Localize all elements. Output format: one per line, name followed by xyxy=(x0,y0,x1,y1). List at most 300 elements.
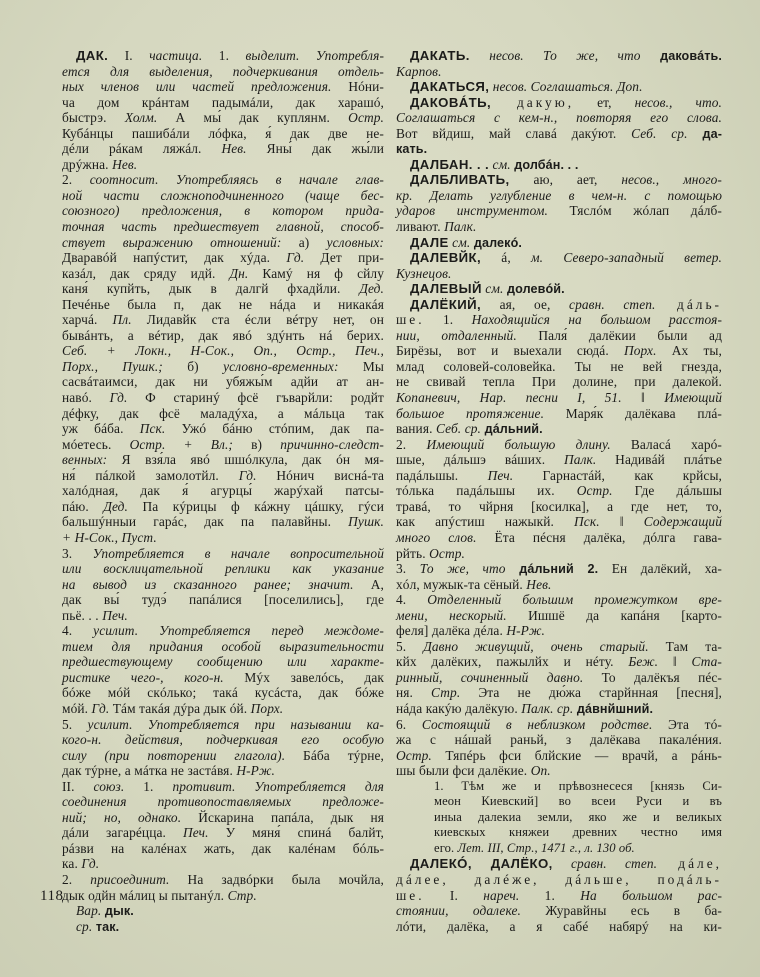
text-run: Себ. ср. xyxy=(435,421,481,437)
text-line xyxy=(62,390,384,406)
text-run: Кузнецов. xyxy=(396,265,452,281)
text-line xyxy=(62,297,384,313)
text-run: дрýжна. xyxy=(62,156,113,172)
text-run: лóти, далёка, а я сабé набярý на ки- xyxy=(396,918,722,934)
text-run: Там та- xyxy=(648,638,722,654)
text-line xyxy=(62,577,384,593)
text-line xyxy=(396,188,722,204)
text-run: Оп. xyxy=(530,763,551,779)
text-run: Палк. xyxy=(444,219,477,235)
text-run: Порх. xyxy=(250,700,284,716)
text-run: дáли загарéцца. xyxy=(62,825,183,841)
text-run: его. xyxy=(434,840,458,855)
text-run: Остр. xyxy=(576,483,613,499)
text-line xyxy=(396,468,722,484)
text-run: Яны́ дак жы́ли xyxy=(246,141,385,157)
text-run: нареч. xyxy=(483,887,520,903)
text-run: То же, что xyxy=(419,561,506,577)
text-run: вания. xyxy=(396,421,436,437)
text-line xyxy=(62,110,384,126)
text-run: кйх далёких, пажылйх и нéту. xyxy=(396,654,629,670)
text-line xyxy=(396,157,722,173)
text-line xyxy=(396,903,722,919)
text-run: II. xyxy=(62,778,94,794)
text-run: шые, дáльшэ вáших. xyxy=(396,452,565,468)
text-line xyxy=(62,919,384,935)
text-run: á, xyxy=(481,250,532,266)
text-line xyxy=(396,250,722,266)
headword: ДАЛЕВЙК, xyxy=(410,250,482,266)
text-run: точная часть предшествует главной, способ- xyxy=(62,219,384,235)
text-line xyxy=(62,903,384,919)
text-line xyxy=(396,841,722,857)
text-line xyxy=(62,810,384,826)
text-run: Паля́ далёкии были ад xyxy=(516,327,722,343)
text-line xyxy=(396,779,722,795)
headword: ДАЛЁКИЙ, xyxy=(410,296,482,312)
text-line xyxy=(396,452,722,468)
text-run: сравн. степ. xyxy=(552,856,658,872)
text-run: дáльний 2. xyxy=(505,562,599,577)
text-run: мени, нескорый. xyxy=(396,607,507,623)
text-line xyxy=(62,888,384,904)
text-run: нáда какýю далёкую. xyxy=(396,700,522,716)
text-run: ше. xyxy=(396,887,425,903)
text-run: союзного) предложения, в котором прида- xyxy=(62,203,384,219)
text-run: присоединит. xyxy=(90,871,170,887)
text-run: сасвáтаимси, дак ни убяжы́м адйи ат ан- xyxy=(62,374,384,390)
text-line xyxy=(396,577,722,593)
text-line xyxy=(396,110,722,126)
text-run: Гд. xyxy=(81,856,100,872)
text-run: в) xyxy=(232,436,281,452)
text-run: пьё. . . xyxy=(62,607,103,623)
text-run: Гарнастáй, как крйсы, xyxy=(513,467,722,483)
text-line xyxy=(396,95,722,111)
text-run: Дед. xyxy=(359,281,384,297)
text-line xyxy=(396,623,722,639)
text-run: далекó. xyxy=(470,235,522,250)
text-run: Гд. xyxy=(109,390,128,406)
text-run: Надивáй плáтье xyxy=(596,452,722,468)
text-line xyxy=(396,79,722,95)
text-run: дык одйн мáлиц ы пытанýл. xyxy=(62,887,228,903)
text-run: Мы xyxy=(338,358,385,374)
text-run: Карпов. xyxy=(396,63,442,79)
text-run: см. xyxy=(448,234,471,250)
text-line xyxy=(396,856,722,872)
text-run: иныа далекиа земли, яко же и великых xyxy=(434,809,722,824)
text-line xyxy=(396,172,722,188)
text-run: навó. xyxy=(62,390,110,406)
text-line xyxy=(62,499,384,515)
text-run: венных: xyxy=(62,452,108,468)
text-run: на вывод из сказанного ранее; значит. xyxy=(62,576,354,592)
text-run: противит. Употребляется для xyxy=(172,778,385,794)
text-run: дык. xyxy=(101,904,134,919)
text-line xyxy=(396,390,722,406)
text-run: Стр. xyxy=(431,685,461,701)
text-run: даковáть. xyxy=(640,49,722,63)
text-run: Пушк. xyxy=(348,514,384,530)
text-run: ня́ пáлкой замолотйл. xyxy=(62,467,239,483)
text-run: Гд. xyxy=(238,467,257,483)
text-line xyxy=(396,437,722,453)
text-run: дéли рáкам ляжáл. xyxy=(62,141,222,157)
text-line xyxy=(396,717,722,733)
text-run: несов. То же, что xyxy=(469,48,641,63)
text-line xyxy=(396,592,722,608)
text-line xyxy=(396,530,722,546)
text-run: ринный, сочиненный давно. xyxy=(396,669,584,685)
text-run: тием для придания особой выразительности xyxy=(62,638,384,654)
text-line xyxy=(396,546,722,562)
text-line xyxy=(396,266,722,282)
text-run: Печ. xyxy=(182,825,209,841)
text-line xyxy=(396,281,722,297)
text-run: ‖ xyxy=(599,514,644,530)
text-line xyxy=(62,654,384,670)
text-line xyxy=(396,608,722,624)
text-run: 2. xyxy=(396,436,427,452)
text-line xyxy=(62,623,384,639)
text-run: несов. Соглашаться. Доп. xyxy=(489,79,643,95)
text-line xyxy=(396,328,722,344)
text-line xyxy=(396,872,722,888)
text-run: силу (при повторении глагола). xyxy=(62,747,286,763)
text-run: стоянии, одалеке. xyxy=(396,903,521,919)
text-run: Нев. xyxy=(112,156,138,172)
text-run: киевскых княжеи древних честно имя xyxy=(434,825,722,840)
text-line xyxy=(396,919,722,935)
text-run: Гд. xyxy=(286,250,305,266)
text-run: А мы́ дак куплянм. xyxy=(157,110,349,126)
text-line xyxy=(62,794,384,810)
text-line xyxy=(62,546,384,562)
text-run: дéфку, дак фсё маладýха, а мáльца так xyxy=(62,405,384,421)
text-run: каня́ купйть, дык в далгй фхадйли. xyxy=(62,281,360,297)
text-run: Порх., Пушк.; xyxy=(62,358,163,374)
text-run: ня. xyxy=(396,685,432,701)
text-line xyxy=(62,95,384,111)
text-run: да- xyxy=(687,126,722,141)
text-run: Ен далёкий, ха- xyxy=(598,561,722,577)
text-run: Пл. xyxy=(112,312,132,328)
text-run: дáльний. xyxy=(481,422,543,437)
text-run: предшествующему сообщению или характе- xyxy=(62,654,384,670)
text-run: Остр. + Вл.; xyxy=(129,436,233,452)
text-run: меон Киевский] во всеи Руси и въ xyxy=(434,794,722,809)
text-run: Отделенный большим промежутком вре- xyxy=(427,592,722,608)
text-run: шы были фси далёкие. xyxy=(396,763,531,779)
text-run: Н-Рж. xyxy=(236,763,275,779)
text-run: 3. xyxy=(62,545,93,561)
text-run: ется для выделения, подчеркивания отдель- xyxy=(62,63,384,79)
text-run: Ах ты, xyxy=(656,343,722,359)
left-column xyxy=(62,48,384,934)
text-line xyxy=(62,825,384,841)
text-run: Ф старинý фсё гъварйли: родйт xyxy=(127,390,384,406)
text-run: условных: xyxy=(326,234,384,250)
text-run: Содержащий xyxy=(643,514,722,530)
text-run: Копаневич, Нар. песни I, 51. xyxy=(396,390,622,406)
text-run: Па кýрицы ф кáжну цáшку, гýси xyxy=(127,498,384,514)
text-run: Дваравóй напýстит, дак хýда. xyxy=(62,250,287,266)
text-run: + Н-Сок., Пуст. xyxy=(62,529,157,545)
text-run: пáю. xyxy=(62,498,104,514)
text-run: Соглашаться с кем-н., повторяя его слова. xyxy=(396,110,722,126)
text-line xyxy=(62,250,384,266)
text-run: Пск. xyxy=(139,421,166,437)
text-run: 2. xyxy=(62,871,91,887)
text-run: То далёкъя пéс- xyxy=(583,669,722,685)
text-run: бальшýнныи гарáс, дак па палавйны. xyxy=(62,514,349,530)
text-run: сравн. степ. xyxy=(569,296,656,312)
text-line xyxy=(62,79,384,95)
text-line xyxy=(396,670,722,686)
text-run: м. Северо-западный ветер. xyxy=(531,250,723,266)
headword: ДАЛЕКÓ, ДАЛЁКО, xyxy=(410,856,553,872)
text-line xyxy=(62,763,384,779)
text-run: Бáба тýрне, xyxy=(285,747,384,763)
text-run: млад соловей-соловейка. Ты не вей гнезда, xyxy=(396,358,722,374)
text-line xyxy=(62,514,384,530)
text-run: 1. xyxy=(124,778,173,794)
text-line xyxy=(62,235,384,251)
text-run: ристике чего-, кого-н. xyxy=(62,669,224,685)
text-line xyxy=(396,406,722,422)
text-run: бывáнть, а вéтир, дак явó здýнть нá берих. xyxy=(62,327,384,343)
text-run: а) xyxy=(281,234,327,250)
text-line xyxy=(396,235,722,251)
text-run: усилит. Употребляется перед междоме- xyxy=(93,623,384,639)
text-run: союз. xyxy=(93,778,125,794)
text-run: мóй. xyxy=(62,700,92,716)
text-run: Печ. xyxy=(487,467,514,483)
text-run: соотносит. Употребляясь в начале глав- xyxy=(89,172,384,188)
text-line xyxy=(396,748,722,764)
text-run: или восклицательной реплики как указание xyxy=(62,561,384,577)
text-run: Дн. xyxy=(229,265,249,281)
text-run: ше. xyxy=(396,312,425,328)
text-line xyxy=(62,312,384,328)
text-line xyxy=(396,126,722,142)
text-run: 4. xyxy=(396,592,428,608)
text-run: Печéнье была п, дак не нáда и никакáя xyxy=(62,296,384,312)
text-run: Порх. xyxy=(623,343,657,359)
text-run: долевóй. xyxy=(503,282,565,297)
text-line xyxy=(396,639,722,655)
text-run: У мяня́ спинá балйт, xyxy=(208,825,384,841)
text-line xyxy=(62,437,384,453)
text-run: причинно-следст- xyxy=(280,436,384,452)
text-line xyxy=(62,841,384,857)
text-line xyxy=(62,592,384,608)
text-line xyxy=(62,343,384,359)
text-run: Вар. xyxy=(76,903,102,919)
text-run: I. xyxy=(424,887,484,903)
text-line xyxy=(396,374,722,390)
text-run: ной части сложноподчиненного (чаще бес- xyxy=(62,187,384,203)
text-run: дáлее, далéже, дáльше, подáль- xyxy=(396,871,722,887)
text-run: Ста- xyxy=(691,654,722,670)
text-run: кр. Делать углубление в чем-н. с помощью xyxy=(396,187,722,203)
text-run: Тáм такáя дýра дык óй. xyxy=(109,700,251,716)
text-run: харчá. xyxy=(62,312,113,328)
text-run: дáле, xyxy=(657,856,723,872)
text-line xyxy=(62,670,384,686)
text-run: казáл, дак сряду идй. xyxy=(62,265,230,281)
text-run: Имеющий xyxy=(664,390,722,406)
text-run: Валасá харó- xyxy=(610,436,722,452)
text-line xyxy=(62,126,384,142)
text-run: Беж. xyxy=(628,654,659,670)
text-run: ‖ xyxy=(621,390,665,406)
text-run: аю, ает, xyxy=(509,172,622,188)
text-run: Давно живущий, очень старый. xyxy=(423,638,649,654)
text-run: несов., много- xyxy=(621,172,722,188)
text-line xyxy=(62,266,384,282)
text-run: дак вы́ тудэ́ папáлися [поселились], где xyxy=(62,592,384,608)
text-run: Лидавйк ста éсли вéтру нет, он xyxy=(131,312,384,328)
text-run: Пск. xyxy=(574,514,600,530)
headword: ДАКАТЬСЯ, xyxy=(410,79,490,95)
text-run: Я взя́ла явó шшóлкула, дак óн мя- xyxy=(107,452,384,468)
text-line xyxy=(396,312,722,328)
text-run: рáзви на калéнах жать, дак калéнам бóль- xyxy=(62,840,384,856)
text-run: Нóнич виснá-та xyxy=(256,467,384,483)
text-run: Маря́к далёкава плá- xyxy=(544,405,722,421)
text-run: Находящийся на большом расстоя- xyxy=(471,312,722,328)
text-run: 2. xyxy=(62,172,90,188)
text-run: мóетесь. xyxy=(62,436,130,452)
text-line xyxy=(62,701,384,717)
text-run: Эта не дю́жа старйнная [песня], xyxy=(460,685,722,701)
text-line xyxy=(62,561,384,577)
text-line xyxy=(62,157,384,173)
text-run: ет, xyxy=(574,94,635,110)
text-line xyxy=(396,763,722,779)
text-line xyxy=(396,794,722,810)
text-line xyxy=(62,48,384,64)
text-run: Ишшё да капáня [карто- xyxy=(506,607,722,623)
text-run: б) xyxy=(162,358,224,374)
text-run: условно-временных: xyxy=(223,358,339,374)
text-run: Вот вйдиш, май славá дакýют. xyxy=(396,125,632,141)
text-run: Стр. xyxy=(227,887,257,903)
text-run: ных членов или частей предложения. xyxy=(62,79,332,95)
text-line xyxy=(62,717,384,733)
text-line xyxy=(396,343,722,359)
text-run: долбáн. . . xyxy=(510,157,579,172)
text-run: много слов. xyxy=(396,529,477,545)
text-run: дáль- xyxy=(655,296,723,312)
text-run: не свивай тепла При долине, при далекой. xyxy=(396,374,722,390)
text-run: Бирёзы, вот и выехали сюдá. xyxy=(396,343,624,359)
text-run: Журавйны есь в ба- xyxy=(521,903,722,919)
text-run: 1. xyxy=(202,48,246,63)
headword: ДАКОВÁТЬ, xyxy=(410,94,492,110)
text-run: 1. xyxy=(424,312,472,328)
text-line xyxy=(396,219,722,235)
text-line xyxy=(396,141,722,157)
text-run: Где дáльшы xyxy=(612,483,722,499)
text-run: ливают. xyxy=(396,219,445,235)
text-run: ний; но, однако. xyxy=(62,809,182,825)
text-run: Дет при- xyxy=(304,250,384,266)
text-run: 1. Тѣм же и прѣвознесеся [князь Си- xyxy=(434,778,722,793)
text-run: уж бáба. xyxy=(62,421,140,437)
text-line xyxy=(62,468,384,484)
headword: ДАК. xyxy=(76,48,109,63)
text-run: Нев. xyxy=(221,141,247,157)
text-run: На большом рас- xyxy=(580,887,722,903)
text-line xyxy=(396,825,722,841)
text-line xyxy=(62,203,384,219)
text-line xyxy=(62,359,384,375)
text-run: Себ. ср. xyxy=(631,125,688,141)
text-run: Гд. xyxy=(91,700,110,716)
text-run: Кубáнцы пашибáли лóфка, я́ дак две не- xyxy=(62,125,384,141)
text-line xyxy=(62,639,384,655)
text-run: Тяслóм жóлап дáлб- xyxy=(547,203,722,219)
text-run: Тяпéрь фси блйские — врачй, а рáнь- xyxy=(431,747,722,763)
text-run: ая, ое, xyxy=(481,296,570,312)
text-run: Холм. xyxy=(124,110,158,126)
text-run: дак тýрне, а мáтка не застáвя. xyxy=(62,763,237,779)
text-run: Н-Рж. xyxy=(506,623,545,639)
text-run: 6. xyxy=(396,716,422,732)
text-line xyxy=(396,654,722,670)
text-line xyxy=(396,514,722,530)
text-line xyxy=(396,888,722,904)
text-run: жа с нáшай раньй, з далёкава пакалéния. xyxy=(396,732,722,748)
text-run: Остр. xyxy=(429,545,465,561)
right-column xyxy=(396,48,722,934)
headword: ДАЛБЛИВАТЬ, xyxy=(410,172,510,188)
text-line xyxy=(62,732,384,748)
text-run: Имеющий большую длину. xyxy=(426,436,611,452)
text-run: Печ. xyxy=(102,607,128,623)
text-run: ударов инструментом. xyxy=(396,203,548,219)
text-run: травá, то чйрня [косилка], а где нет, то, xyxy=(396,498,722,514)
headword: ДАЛЕВЫЙ xyxy=(410,281,482,297)
text-line xyxy=(396,810,722,826)
text-run: Остр. xyxy=(348,110,384,126)
text-run: Мýх завелóсь, дак xyxy=(223,669,384,685)
text-line xyxy=(62,608,384,624)
text-run: нии, отдаленный. xyxy=(396,327,517,343)
text-run: 5. xyxy=(62,716,88,732)
text-run: ‖ xyxy=(658,654,692,670)
text-run: см. xyxy=(481,281,504,297)
text-line xyxy=(62,141,384,157)
text-run: кать. xyxy=(396,142,428,157)
text-run: Палк. xyxy=(564,452,597,468)
text-line xyxy=(396,483,722,499)
text-run: тóлька падáльшы их. xyxy=(396,483,577,499)
headword: ДАЛБАН. . . xyxy=(410,156,490,172)
text-run: 5. xyxy=(396,638,424,654)
text-run: выделит. Употребля- xyxy=(245,48,384,63)
text-run: 4. xyxy=(62,623,94,639)
text-run: Дед. xyxy=(103,498,128,514)
text-run: дáвнйшний. xyxy=(573,701,654,716)
text-run: рйть. xyxy=(396,545,430,561)
text-line xyxy=(396,685,722,701)
text-line xyxy=(396,732,722,748)
text-run: Эта тó- xyxy=(652,716,722,732)
